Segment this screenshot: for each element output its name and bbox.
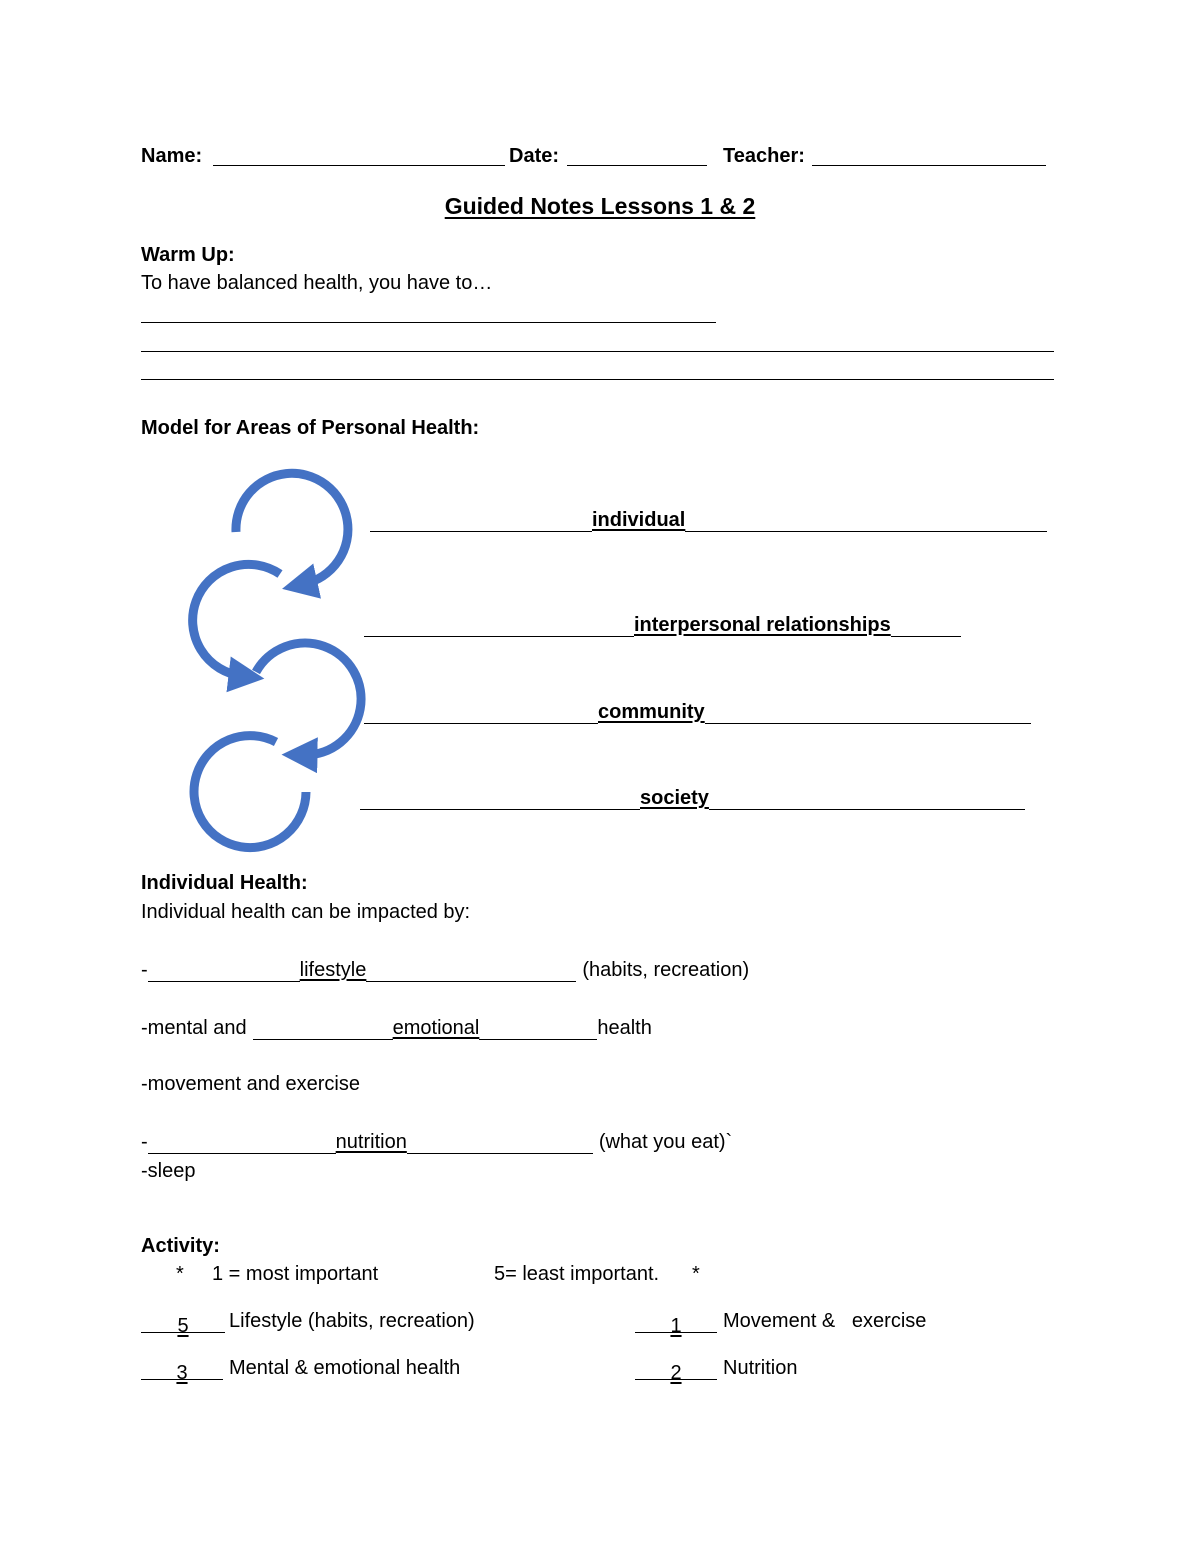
model-answer-community: community [598, 701, 705, 723]
page-title [0, 193, 1200, 220]
model-answer-society: society [640, 787, 709, 809]
arrow-group [193, 473, 361, 847]
ranking-nutrition [635, 1356, 798, 1384]
model-heading: Model for Areas of Personal Health: [141, 417, 480, 439]
warm-up-line-2[interactable] [141, 351, 1054, 352]
impact-prefix: -mental and [141, 1017, 247, 1039]
model-level-community [364, 700, 1031, 724]
activity-heading: Activity: [141, 1235, 220, 1257]
impact-item-nutrition [141, 1130, 732, 1154]
model-blank-right[interactable] [685, 513, 1047, 532]
impact-blank[interactable] [366, 963, 576, 982]
impact-prefix: - [141, 959, 148, 981]
model-blank-left[interactable] [364, 705, 598, 724]
individual-health-intro: Individual health can be impacted by: [141, 901, 471, 923]
date-label: Date: [509, 145, 560, 167]
impact-suffix: (what you eat)` [598, 1131, 733, 1153]
impact-prefix: - [141, 1131, 148, 1153]
impact-blank[interactable] [253, 1021, 393, 1040]
impact-item-movement: -movement and exercise [141, 1073, 360, 1095]
model-blank-left[interactable] [370, 513, 592, 532]
model-level-society [360, 786, 1025, 810]
name-blank[interactable] [213, 165, 505, 166]
health-model-arrows [180, 460, 370, 860]
impact-blank[interactable] [148, 963, 300, 982]
impact-suffix: health [597, 1017, 652, 1039]
individual-health-heading: Individual Health: [141, 872, 308, 894]
impact-suffix: (habits, recreation) [582, 959, 750, 981]
ranking-lifestyle [141, 1309, 475, 1337]
model-blank-right[interactable] [705, 705, 1031, 724]
ranking-value[interactable]: 1 [635, 1314, 717, 1333]
ranking-value[interactable]: 2 [635, 1361, 717, 1380]
impact-blank[interactable] [407, 1135, 593, 1154]
model-answer-individual: individual [592, 509, 686, 531]
ranking-value[interactable]: 5 [141, 1314, 225, 1333]
model-blank-right[interactable] [891, 618, 961, 637]
impact-answer-lifestyle: lifestyle [299, 959, 367, 981]
ranking-label: Lifestyle (habits, recreation) [229, 1310, 475, 1332]
model-blank-right[interactable] [709, 791, 1025, 810]
teacher-blank[interactable] [812, 165, 1046, 166]
ranking-mental [141, 1356, 461, 1384]
impact-item-emotional [141, 1016, 652, 1040]
impact-answer-emotional: emotional [392, 1017, 480, 1039]
impact-answer-nutrition: nutrition [335, 1131, 407, 1153]
ranking-label: Nutrition [723, 1357, 798, 1379]
date-blank[interactable] [567, 165, 707, 166]
warm-up-heading: Warm Up: [141, 244, 235, 266]
ranking-value[interactable]: 3 [141, 1361, 223, 1380]
model-level-individual [370, 508, 1047, 532]
impact-item-lifestyle [141, 958, 749, 982]
impact-blank[interactable] [479, 1021, 597, 1040]
warm-up-line-1[interactable] [141, 322, 716, 323]
scale-star-left: * [176, 1263, 184, 1285]
scale-least: 5= least important. [494, 1263, 660, 1285]
model-blank-left[interactable] [364, 618, 634, 637]
warm-up-prompt: To have balanced health, you have to… [141, 272, 493, 294]
model-level-interpersonal [364, 613, 961, 637]
page-title-text: Guided Notes Lessons 1 & 2 [444, 193, 756, 219]
teacher-label: Teacher: [723, 145, 805, 167]
name-label: Name: [141, 145, 203, 167]
model-answer-interpersonal: interpersonal relationships [634, 614, 891, 636]
ranking-label: Movement & exercise [723, 1310, 927, 1332]
scale-most: 1 = most important [212, 1263, 379, 1285]
scale-star-right: * [692, 1263, 700, 1285]
impact-item-sleep: -sleep [141, 1160, 196, 1182]
ranking-movement [635, 1309, 927, 1337]
impact-blank[interactable] [148, 1135, 336, 1154]
arrow-society [194, 736, 306, 848]
model-blank-left[interactable] [360, 791, 640, 810]
warm-up-line-3[interactable] [141, 379, 1054, 380]
ranking-label: Mental & emotional health [229, 1357, 461, 1379]
